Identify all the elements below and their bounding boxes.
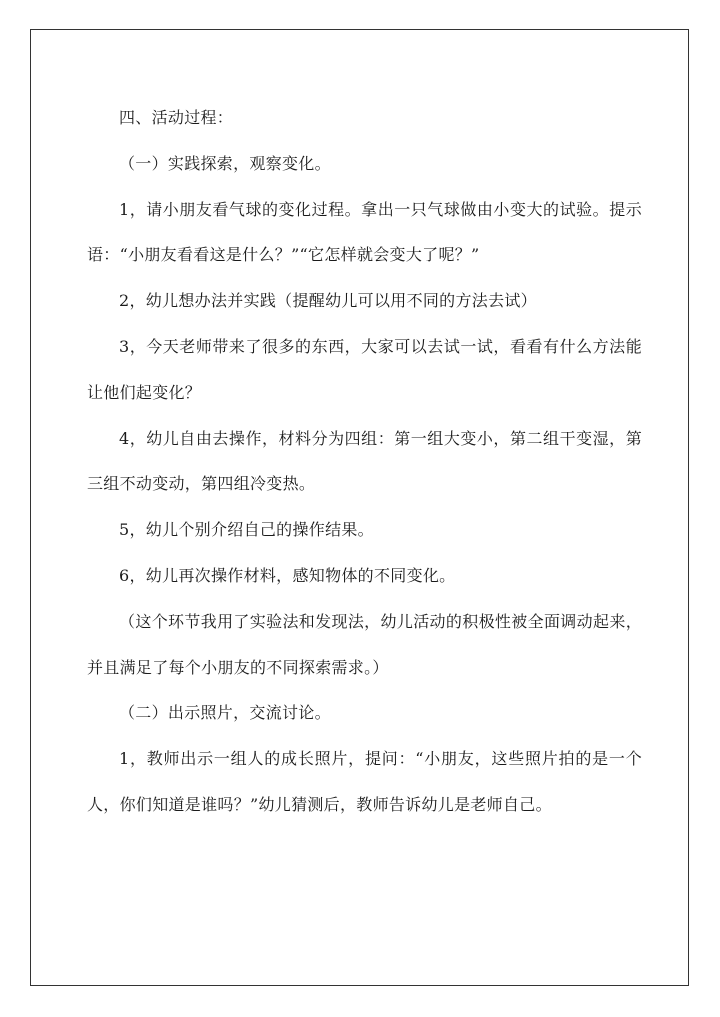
paragraph: 2，幼儿想办法并实践（提醒幼儿可以用不同的方法去试） <box>119 291 537 311</box>
subsection-heading: （二）出示照片，交流讨论。 <box>119 703 331 723</box>
document-body <box>87 95 642 828</box>
paragraph: 1，教师出示一组人的成长照片，提问：“小朋友，这些照片拍的是一个人，你们知道是谁吗？”幼儿猜测后，教师告诉幼儿是老师自己。 <box>87 749 642 814</box>
paragraph: （这个环节我用了实验法和发现法，幼儿活动的积极性被全面调动起来，并且满足了每个小朋友的不同探索需求。） <box>87 611 642 677</box>
paragraph: 5，幼儿个别介绍自己的操作结果。 <box>119 520 374 540</box>
section-heading: 四、活动过程： <box>119 108 234 127</box>
paragraph: 3，今天老师带来了很多的东西，大家可以去试一试，看看有什么方法能让他们起变化？ <box>87 336 642 402</box>
paragraph: 6，幼儿再次操作材料，感知物体的不同变化。 <box>119 565 456 585</box>
paragraph: 1，请小朋友看气球的变化过程。拿出一只气球做由小变大的试验。提示语：“小朋友看看这是什么？”“它怎样就会变大了呢？” <box>87 199 642 265</box>
paragraph: 4，幼儿自由去操作，材料分为四组：第一组大变小，第二组干变湿，第三组不动变动，第四组冷变热。 <box>87 428 642 494</box>
subsection-heading: （一）实践探索，观察变化。 <box>119 153 331 173</box>
